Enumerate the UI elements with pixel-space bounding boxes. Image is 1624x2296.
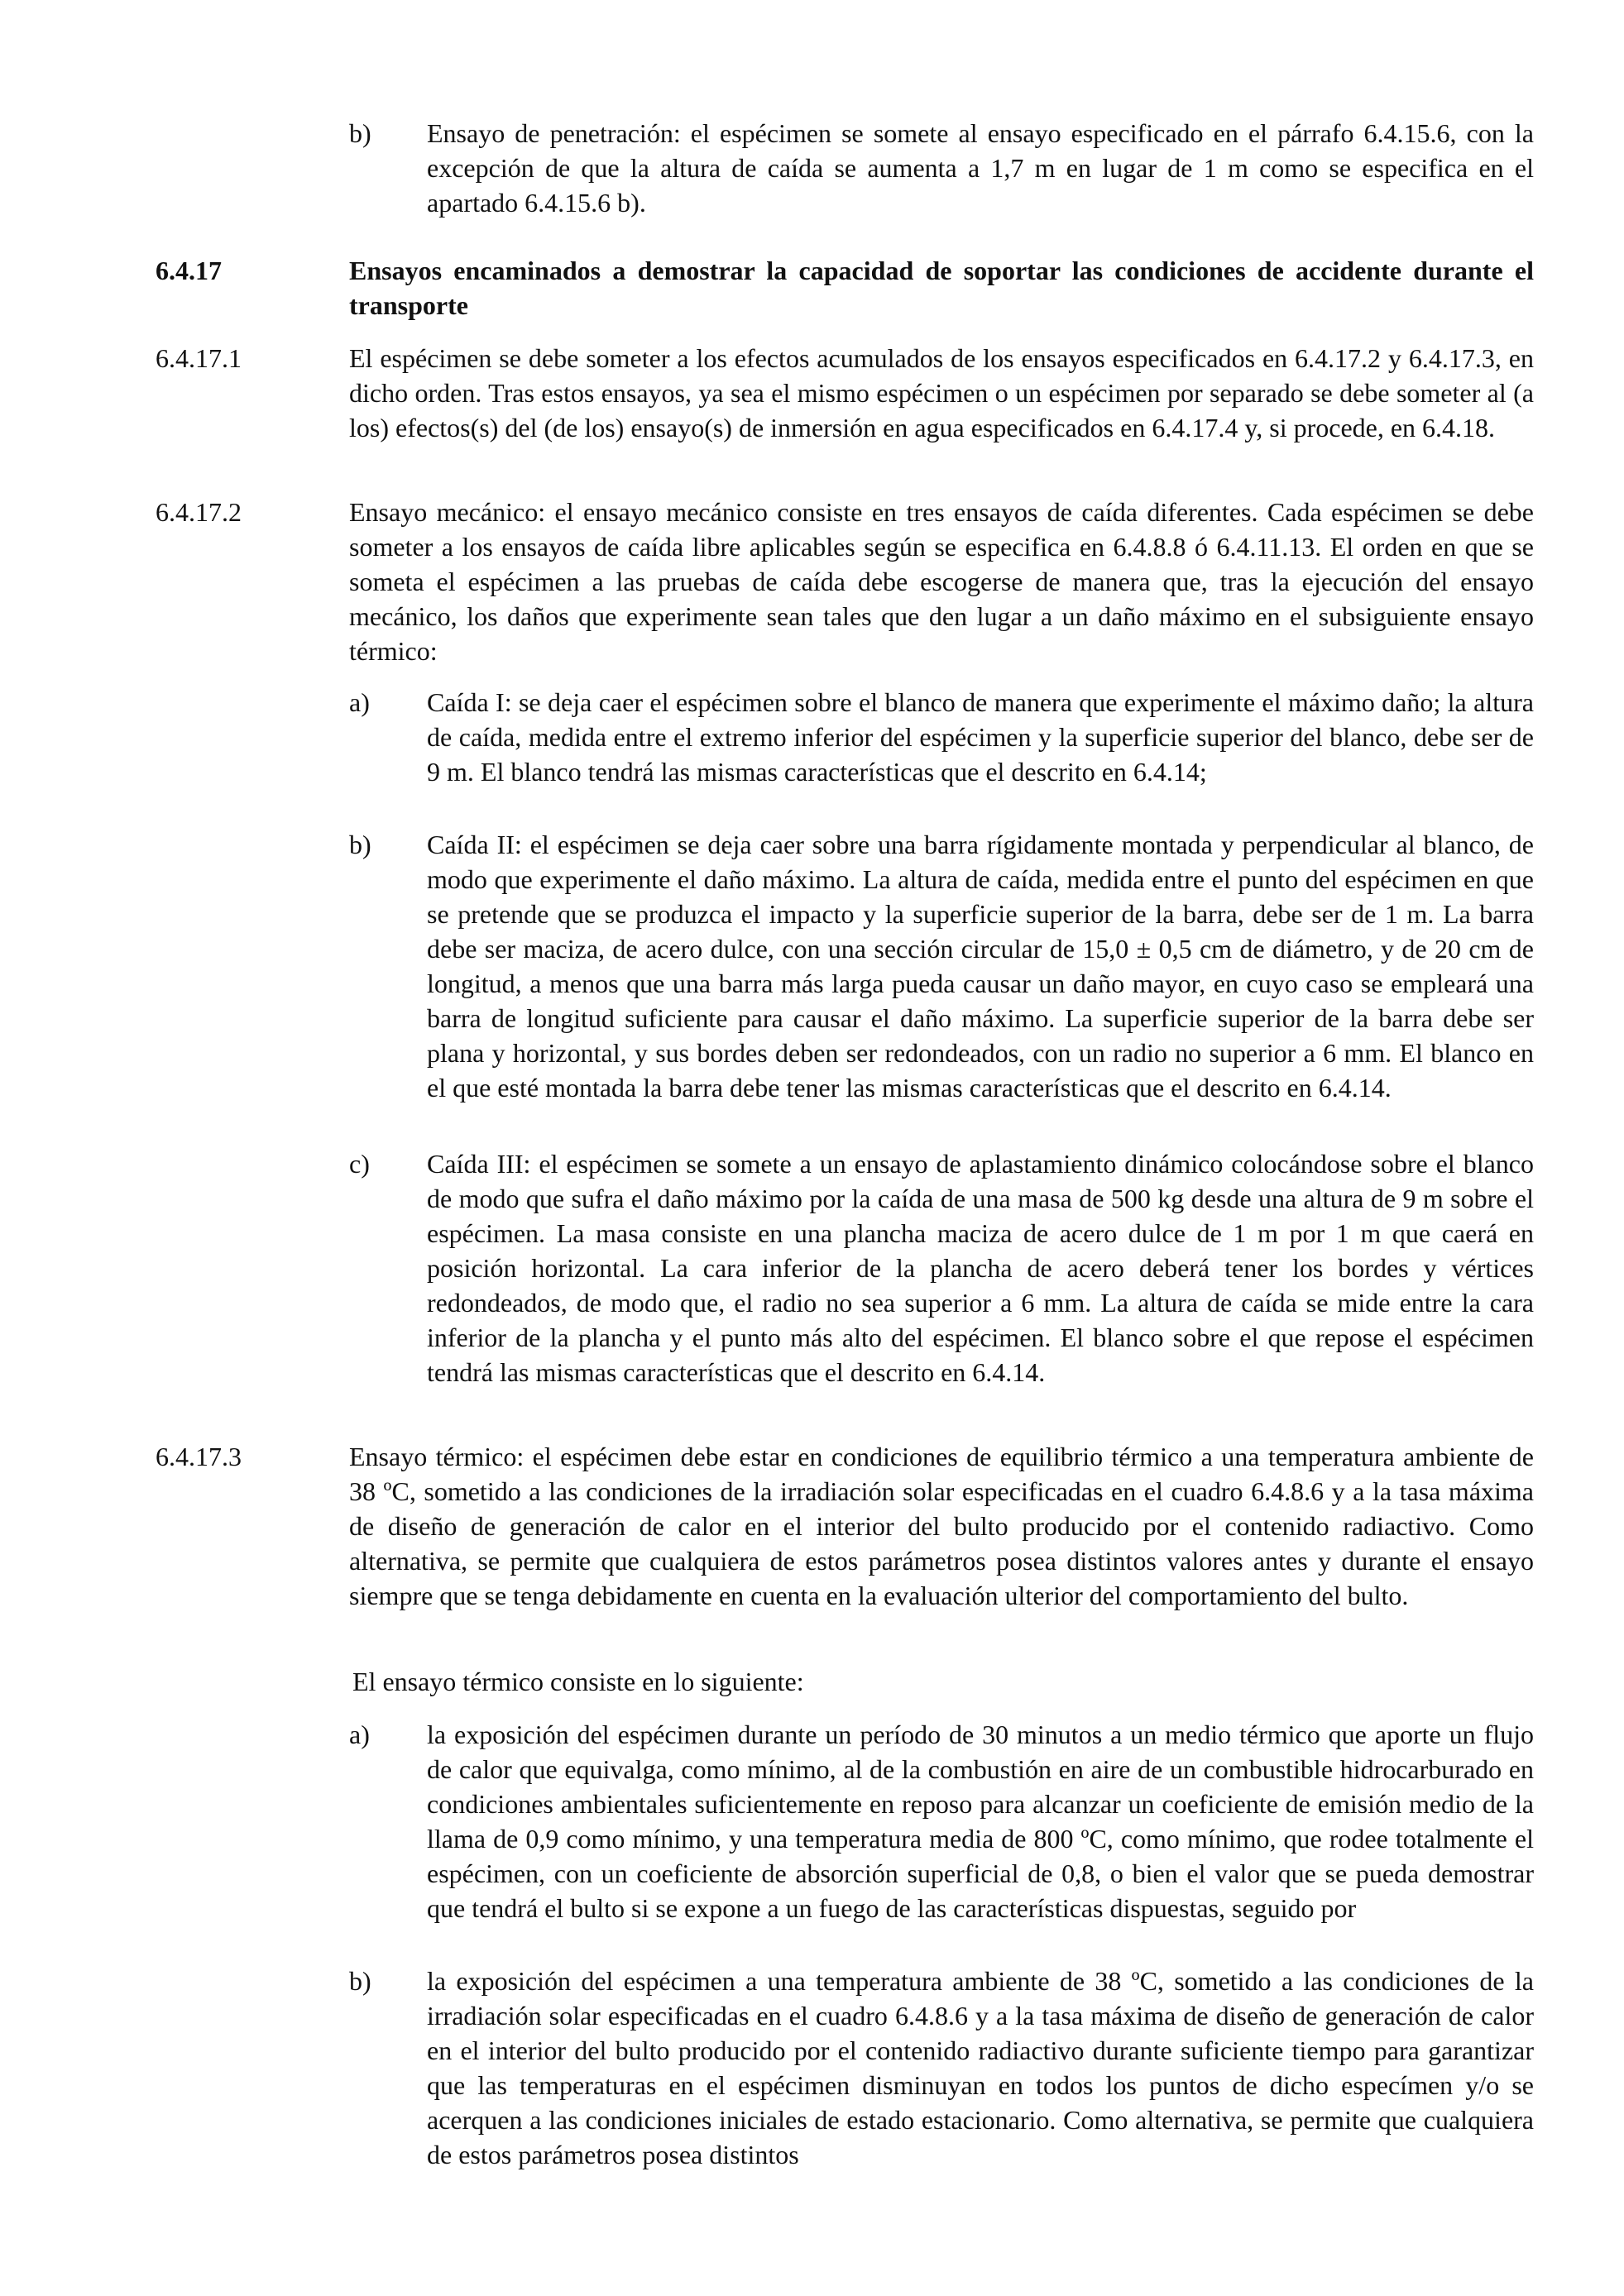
list-item-text: Caída II: el espécimen se deja caer sobre una barra rígidamente montada y perpendicular al blanco, de modo que experimente el daño máximo. La altura de caída, medida entre el punto del espécimen en que se pretende que se produzca el impacto y la superficie superior de la barra, debe ser de 1 m. La barra debe ser maciza, de acero dulce, con una sección circular de 15,0 ± 0,5 cm de diámetro, y de 20 cm de longitud, a menos que una barra más larga pueda causar un daño mayor, en cuyo caso se empleará una barra de longitud suficiente para causar el daño máximo. La superficie superior de la barra debe ser plana y horizontal, y sus bordes deben ser redondeados, con un radio no superior a 6 mm. El blanco en el que esté montada la barra debe tener las mismas características que el descrito en 6.4.14. [427,830,1534,1103]
list-item-label: a) [349,687,370,717]
list-item-label: c) [349,1149,370,1179]
list-item-text: Ensayo de penetración: el espécimen se somete al ensayo especificado en el párrafo 6.4.15.6, con la excepción de que la altura de caída se aumenta a 1,7 m en lugar de 1 m como se especifica en el apartado 6.4.15.6 b). [427,118,1534,218]
section-number: 6.4.17.3 [156,1442,242,1471]
paragraph: Ensayo térmico: el espécimen debe estar en condiciones de equilibrio térmico a una temperatura ambiente de 38 ºC, sometido a las condiciones de la irradiación solar especificadas en el cuadro 6.4.8.6 y a la tasa máxima de diseño de generación de calor en el interior del bulto producido por el contenido radiactivo. Como alternativa, se permite que cualquiera de estos parámetros posea distintos valores antes y durante el ensayo siempre que se tenga debidamente en cuenta en la evaluación ulterior del comportamiento del bulto. [349,1442,1534,1610]
list-item-text: la exposición del espécimen a una temperatura ambiente de 38 ºC, sometido a las condiciones de la irradiación solar especificadas en el cuadro 6.4.8.6 y a la tasa máxima de diseño de generación de calor en el interior del bulto producido por el contenido radiactivo durante suficiente tiempo para garantizar que las temperaturas en el espécimen disminuyan en todos los puntos de dicho especímen y/o se acerquen a las condiciones iniciales de estado estacionario. Como alternativa, se permite que cualquiera de estos parámetros posea distintos [427,1966,1534,2169]
list-item-label: b) [349,118,371,148]
section-number: 6.4.17 [156,256,222,285]
list-item-text: la exposición del espécimen durante un período de 30 minutos a un medio térmico que aporte un flujo de calor que equivalga, como mínimo, al de la combustión en aire de un combustible hidrocarburado en condiciones ambientales suficientemente en reposo para alcanzar un coeficiente de emisión medio de la llama de 0,9 como mínimo, y una temperatura media de 800 ºC, como mínimo, que rodee totalmente el espécimen, con un coeficiente de absorción superficial de 0,8, o bien el valor que se pueda demostrar que tendrá el bulto si se expone a un fuego de las características dispuestas, seguido por [427,1720,1534,1923]
list-item-label: b) [349,830,371,859]
list-item-text: Caída III: el espécimen se somete a un ensayo de aplastamiento dinámico colocándose sobre el blanco de modo que sufra el daño máximo por la caída de una masa de 500 kg desde una altura de 9 m sobre el espécimen. La masa consiste en una plancha maciza de acero dulce de 1 m por 1 m que caerá en posición horizontal. La cara inferior de la plancha de acero deberá tener los bordes y vértices redondeados, de modo que, el radio no sea superior a 6 mm. La altura de caída se mide entre la cara inferior de la plancha y el punto más alto del espécimen. El blanco sobre el que repose el espécimen tendrá las mismas características que el descrito en 6.4.14. [427,1149,1534,1387]
paragraph: Ensayo mecánico: el ensayo mecánico consiste en tres ensayos de caída diferentes. Cada espécimen se debe someter a los ensayos de caída libre aplicables según se especifica en 6.4.8.8 ó 6.4.11.13. El orden en que se someta el espécimen a las pruebas de caída debe escogerse de manera que, tras la ejecución del ensayo mecánico, los daños que experimente sean tales que den lugar a un daño máximo en el subsiguiente ensayo térmico: [349,497,1534,666]
paragraph: El espécimen se debe someter a los efectos acumulados de los ensayos especificados en 6.4.17.2 y 6.4.17.3, en dicho orden. Tras estos ensayos, ya sea el mismo espécimen o un espécimen por separado se debe someter al (a los) efectos(s) del (de los) ensayo(s) de inmersión en agua especificados en 6.4.17.4 y, si procede, en 6.4.18. [349,343,1534,442]
section-title: Ensayos encaminados a demostrar la capacidad de soportar las condiciones de accidente durante el transporte [349,256,1534,320]
list-item-label: b) [349,1966,371,1996]
section-number: 6.4.17.1 [156,343,242,373]
list-item-label: a) [349,1720,370,1749]
section-number: 6.4.17.2 [156,497,242,527]
list-item-text: Caída I: se deja caer el espécimen sobre el blanco de manera que experimente el máximo daño; la altura de caída, medida entre el extremo inferior del espécimen y la superficie superior del blanco, debe ser de 9 m. El blanco tendrá las mismas características que el descrito en 6.4.14; [427,687,1534,787]
paragraph: El ensayo térmico consiste en lo siguiente: [352,1667,804,1696]
